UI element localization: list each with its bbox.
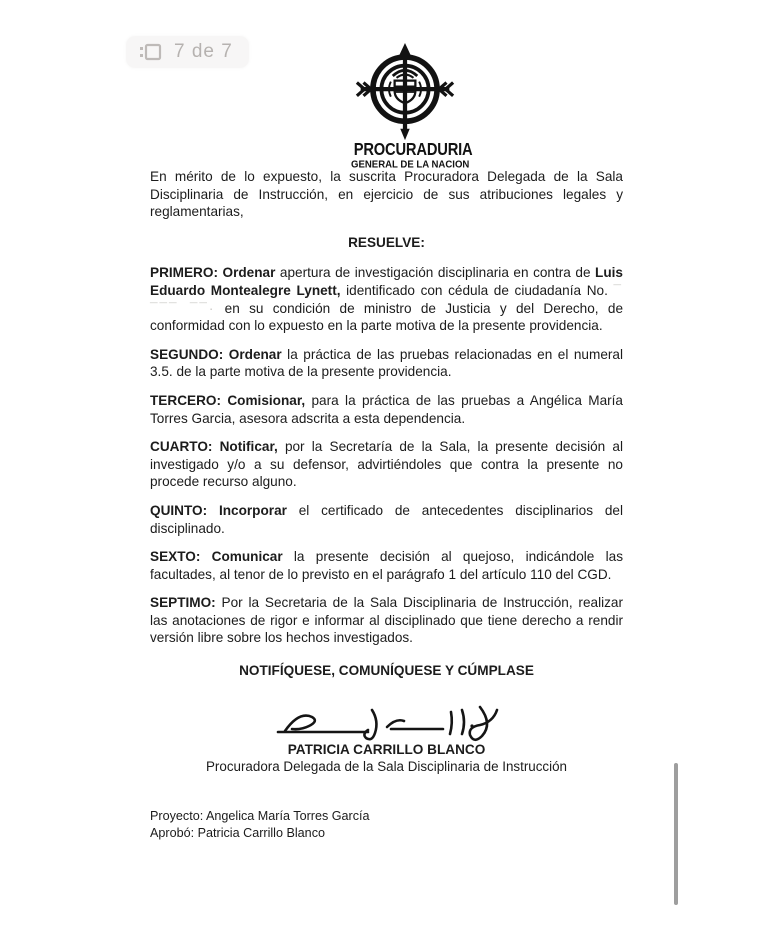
article-segundo [150, 346, 623, 381]
article-body-text: Por la Secretaria de la Sala Disciplinaria de Instrucción, realizar las anotaciones de rigor e informar al disciplinado que tiene derecho a rendir versión libre sobre los hechos investigados. [150, 595, 623, 646]
article-lead-text: Luis Eduardo Montealegre Lynett, [150, 265, 623, 298]
article-body-text: el certificado de antecedentes disciplinarios del disciplinado. [150, 502, 623, 536]
article-body-text: la presente decisión al quejoso, indicándole las facultades, al tenor de lo previsto en el parágrafo 1 del artículo 110 del CGD. [150, 549, 623, 582]
page-indicator [126, 36, 249, 68]
article-body-text: apertura de investigación disciplinaria en contra de [279, 265, 596, 281]
article-lead-text: QUINTO: Incorporar [150, 502, 299, 518]
signer-title: Procuradora Delegada de la Sala Disciplinaria de Instrucción [205, 758, 567, 774]
article-lead-text: SEPTIMO: [150, 595, 222, 611]
intro-paragraph: En mérito de lo expuesto, la suscrita Procuradora Delegada de la Sala Disciplinaria de Instrucción, en ejercicio de sus atribuciones legales y reglamentarias, [150, 169, 623, 220]
article-lead-text: SEGUNDO: Ordenar [150, 346, 288, 362]
redacted-id-number: ¯ ¯¯¯ ¯¯· [150, 282, 623, 316]
scrollbar-thumb[interactable] [674, 763, 678, 905]
document-page [150, 168, 623, 842]
article-quinto [150, 502, 623, 537]
article-tercero [150, 392, 623, 427]
article-sexto [150, 548, 623, 583]
resolve-heading: RESUELVE: [348, 234, 425, 250]
article-cuarto [150, 438, 623, 491]
signature-block [150, 700, 623, 775]
closing-order: NOTIFÍQUESE, COMUNÍQUESE Y CÚMPLASE [239, 663, 534, 679]
article-primero [150, 264, 623, 334]
footer-proyecto: Proyecto: Angelica María Torres García [150, 808, 370, 823]
article-lead-text: TERCERO: Comisionar, [150, 392, 312, 408]
article-septimo [150, 594, 623, 647]
page-indicator-label: 7 de 7 [174, 41, 233, 62]
article-body-text: la práctica de las pruebas relacionadas en el numeral 3.5. de la parte motiva de la presente providencia. [150, 346, 623, 380]
article-body-text: identificado con cédula de ciudadanía No. [340, 282, 614, 298]
pages-icon [138, 41, 164, 63]
article-lead-text: PRIMERO: Ordenar [150, 265, 280, 281]
article-body-text: en su condición de ministro de Justicia y del Derecho, de conformidad con lo expuesto en la parte motiva de la presente providencia. [150, 300, 624, 334]
seal-org-subtitle: GENERAL DE LA NACION [351, 159, 470, 171]
article-body-text: por la Secretaría de la Sala, la presente decisión al investigado y/o a su defensor, advirtiéndoles que contra la presente no procede recurso alguno. [150, 439, 623, 490]
signer-name: PATRICIA CARRILLO BLANCO [287, 741, 486, 757]
seal-org-name: PROCURADURIA [353, 140, 473, 160]
article-lead-text: CUARTO: Notificar, [150, 439, 285, 455]
article-body-text: para la práctica de las pruebas a Angélica María Torres Garcia, asesora adscrita a esta dependencia. [150, 392, 623, 426]
article-lead-text: SEXTO: Comunicar [150, 549, 294, 565]
footer-aprobo: Aprobó: Patricia Carrillo Blanco [150, 825, 325, 840]
procuraduria-seal [351, 42, 473, 171]
document-footer [150, 808, 623, 842]
seal-emblem-icon [351, 42, 459, 142]
